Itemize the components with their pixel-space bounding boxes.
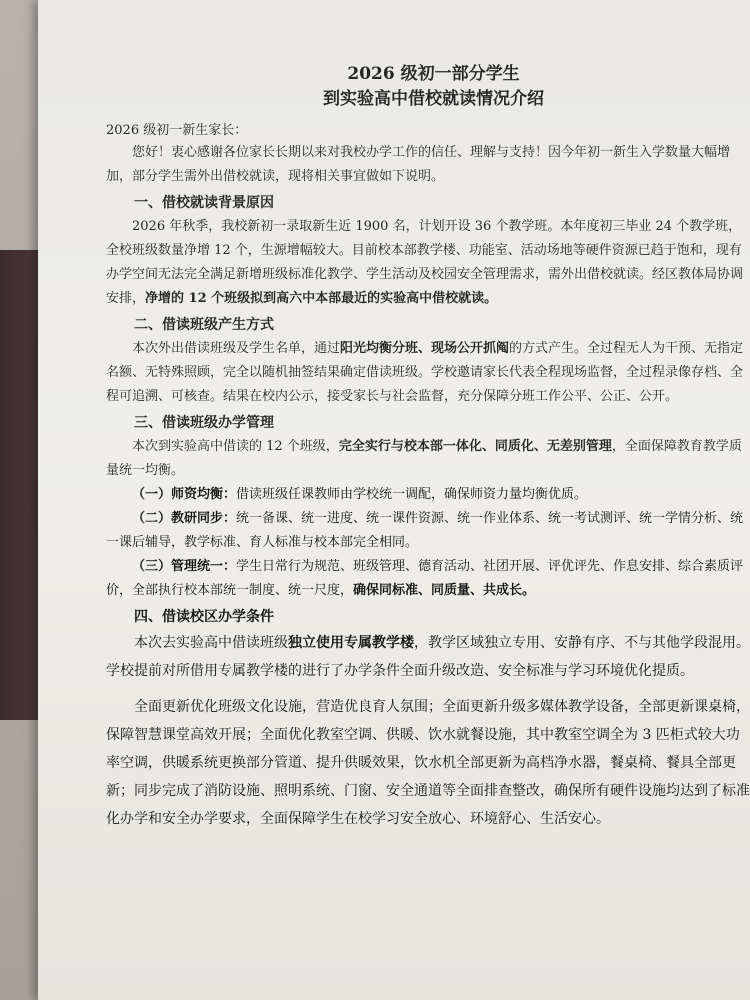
section-1-text: 2026 年秋季，我校新初一录取新生近 1900 名，计划开设 36 个教学班。本年度初三毕业 24 个教学班，全校班级数量净增 12 个，生源增幅较大。目前校本部教学楼、功能室、活动场地等硬件资源已趋于饱和，现有办学空间无法完全满足新增班级标准化教学、学生活动及校园安全管理需求，需外出借校就读。经区教体局协调安排， [106, 219, 744, 306]
section-3-text-b: ，全面保障教育教学质量统一均衡。 [106, 439, 742, 478]
section-2-paragraph [106, 337, 750, 409]
section-3-paragraph [106, 435, 750, 483]
section-2-text-a: 本次外出借读班级及学生名单，通过 [132, 341, 341, 356]
section-4-text-a: 本次去实验高中借读班级 [134, 635, 288, 651]
section-3-item-1 [106, 483, 750, 507]
section-4-heading: 四、借读校区办学条件 [134, 609, 274, 625]
section-2-heading: 二、借读班级产生方式 [134, 317, 274, 333]
document-body [106, 62, 750, 833]
section-4-paragraph-1 [106, 629, 750, 685]
section-4-text-b: ，教学区域独立专用、安静有序、不与其他学段混用。学校提前对所借用专属教学楼的进行了办学条件全面升级改造、安全标准与学习环境优化提质。 [106, 635, 750, 679]
title-line-2: 到实验高中借校就读情况介绍 [323, 89, 544, 109]
document-title [116, 62, 750, 112]
section-3-bold: 完全实行与校本部一体化、同质化、无差别管理 [338, 439, 612, 454]
section-1-paragraph [106, 215, 750, 311]
section-3-item-3 [106, 555, 750, 603]
item-3-label: （三）管理统一： [132, 559, 237, 574]
item-1-label: （一）师资均衡： [132, 487, 237, 502]
section-3-text-a: 本次到实验高中借读的 12 个班级， [132, 439, 339, 454]
section-4-paragraph-2: 全面更新优化班级文化设施，营造优良育人氛围；全面更新升级多媒体教学设备，全部更新课桌椅，保障智慧课堂高效开展；全面优化教室空调、供暖、饮水就餐设施，其中教室空调全为 3 匹柜式较大功率空调，供暖系统更换部分管道、提升供暖效果，饮水机全部更新为高档净水器，餐桌椅、餐具全部更新；同步完成了消防设施、照明系统、门窗、安全通道等全面排查整改，确保所有硬件设施均达到了标准化办学和安全办学要求，全面保障学生在校学习安全放心、环境舒心、生活安心。 [106, 699, 750, 827]
section-4-bold: 独立使用专属教学楼 [288, 635, 414, 651]
salutation: 2026 级初一新生家长： [106, 123, 248, 138]
paper-sheet [38, 0, 750, 1000]
section-2-bold: 阳光均衡分班、现场公开抓阄 [340, 341, 510, 356]
item-3-bold: 确保同标准、同质量、共成长。 [353, 583, 536, 598]
section-1-heading: 一、借校就读背景原因 [134, 195, 274, 211]
item-2-text: 统一备课、统一进度、统一课件资源、统一作业体系、统一考试测评、统一学情分析、统一课后辅导，教学标准、育人标准与校本部完全相同。 [106, 511, 744, 550]
title-line-1: 2026 级初一部分学生 [347, 64, 520, 84]
section-3-heading: 三、借读班级办学管理 [134, 415, 274, 431]
section-3-item-2 [106, 507, 750, 555]
item-3-text: 学生日常行为规范、班级管理、德育活动、社团开展、评优评先、作息安排、综合素质评价，全部执行校本部统一制度、统一尺度， [106, 559, 744, 598]
section-1-bold: 净增的 12 个班级拟到高六中本部最近的实验高中借校就读。 [145, 291, 498, 306]
item-2-label: （二）教研同步： [132, 511, 237, 526]
intro-paragraph: 您好！衷心感谢各位家长长期以来对我校办学工作的信任、理解与支持！因今年初一新生入学数量大幅增加，部分学生需外出借校就读，现将相关事宜做如下说明。 [106, 145, 731, 184]
section-2-text-b: 的方式产生。全过程无人为干预、无指定名额、无特殊照顾，完全以随机抽签结果确定借读班级。学校邀请家长代表全程现场监督，全过程录像存档、全程可追溯、可核查。结果在校内公示，接受家长与社会监督，充分保障分班工作公平、公正、公开。 [106, 341, 744, 404]
item-1-text: 借读班级任课教师由学校统一调配，确保师资力量均衡优质。 [236, 487, 588, 502]
